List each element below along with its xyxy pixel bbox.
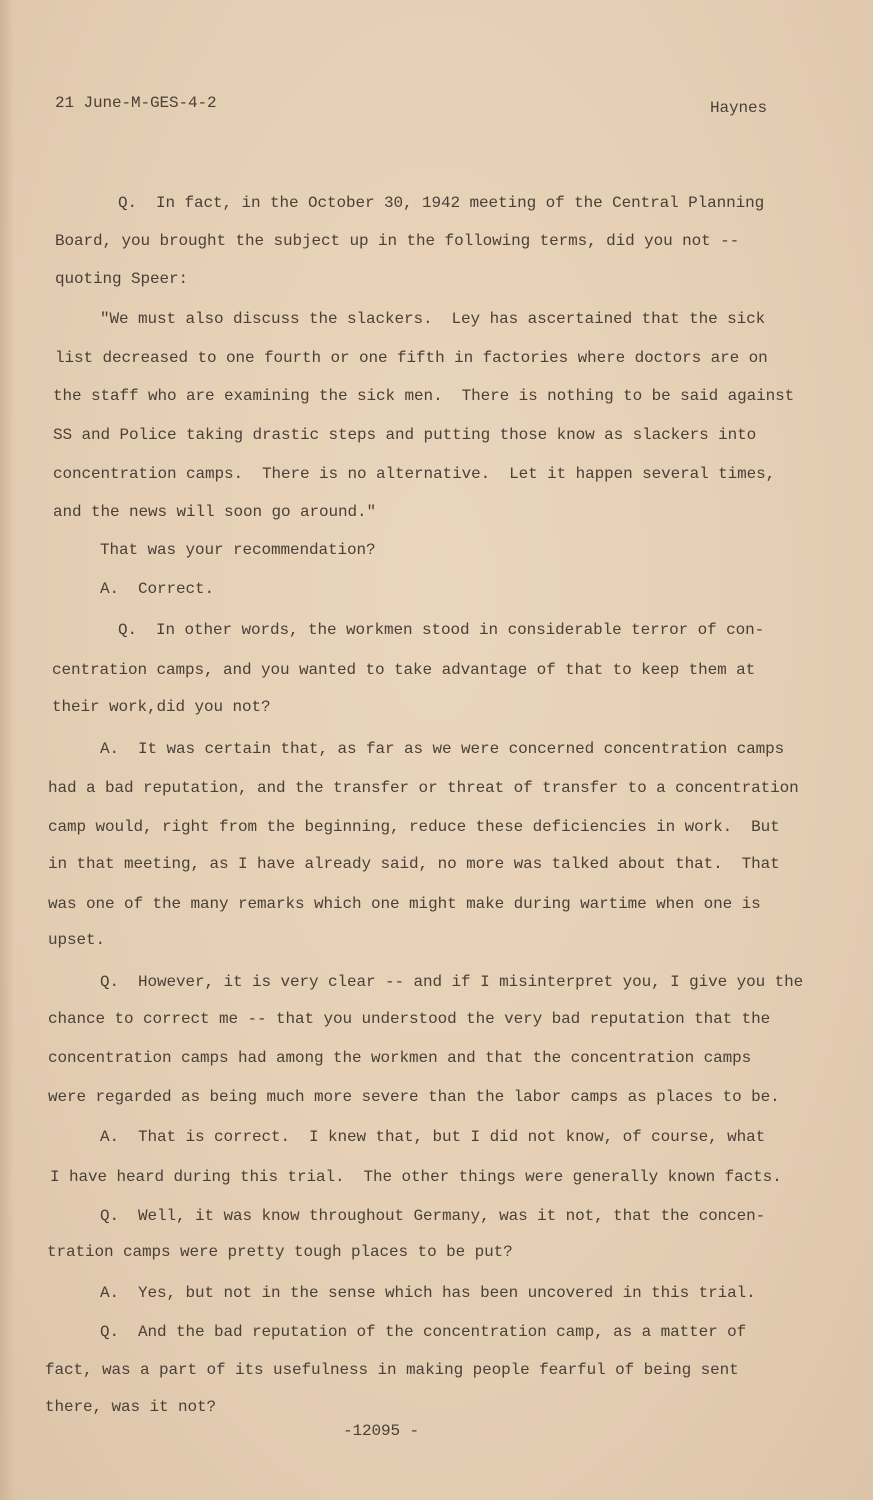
- transcript-line: in that meeting, as I have already said, no more was talked about that. That: [48, 855, 780, 873]
- transcript-line: list decreased to one fourth or one fifth in factories where doctors are on: [55, 349, 768, 367]
- transcript-line: there, was it not?: [45, 1398, 217, 1416]
- transcript-line: I have heard during this trial. The other things were generally known facts.: [50, 1168, 782, 1186]
- document-reference: 21 June-M-GES-4-2: [55, 94, 217, 112]
- transcript-line: Q. And the bad reputation of the concentration camp, as a matter of: [100, 1323, 747, 1341]
- speaker-name: Haynes: [710, 99, 768, 117]
- transcript-line: Q. However, it is very clear -- and if I misinterpret you, I give you the: [100, 973, 804, 991]
- transcript-line: That was your recommendation?: [100, 541, 376, 559]
- transcript-line: were regarded as being much more severe than the labor camps as places to be.: [48, 1088, 780, 1106]
- transcript-line: Q. In fact, in the October 30, 1942 meeting of the Central Planning: [118, 194, 765, 212]
- transcript-line: chance to correct me -- that you understood the very bad reputation that the: [48, 1010, 771, 1028]
- transcript-line: had a bad reputation, and the transfer or threat of transfer to a concentration: [48, 779, 799, 797]
- transcript-line: fact, was a part of its usefulness in making people fearful of being sent: [45, 1361, 739, 1379]
- transcript-line: A. Correct.: [100, 580, 215, 598]
- transcript-line: "We must also discuss the slackers. Ley has ascertained that the sick: [100, 310, 766, 328]
- transcript-line: quoting Speer:: [55, 270, 189, 288]
- transcript-line: Board, you brought the subject up in the following terms, did you not --: [55, 232, 740, 250]
- transcript-line: was one of the many remarks which one might make during wartime when one is: [48, 895, 761, 913]
- paper-edge: [0, 0, 14, 1500]
- transcript-line: A. It was certain that, as far as we were concerned concentration camps: [100, 740, 785, 758]
- transcript-line: tration camps were pretty tough places to be put?: [47, 1243, 513, 1261]
- page-number: -12095 -: [343, 1422, 420, 1440]
- transcript-line: A. Yes, but not in the sense which has been uncovered in this trial.: [100, 1284, 756, 1302]
- transcript-line: concentration camps. There is no alternative. Let it happen several times,: [53, 465, 776, 483]
- transcript-line: upset.: [48, 931, 106, 949]
- transcript-line: and the news will soon go around.": [53, 503, 377, 521]
- transcript-line: Q. In other words, the workmen stood in considerable terror of con-: [118, 621, 765, 639]
- transcript-line: their work,did you not?: [52, 698, 271, 716]
- transcript-line: concentration camps had among the workmen and that the concentration camps: [48, 1049, 752, 1067]
- transcript-line: the staff who are examining the sick men. There is nothing to be said against: [53, 387, 795, 405]
- transcript-line: A. That is correct. I knew that, but I did not know, of course, what: [100, 1128, 766, 1146]
- transcript-line: Q. Well, it was know throughout Germany, was it not, that the concen-: [100, 1207, 766, 1225]
- transcript-line: camp would, right from the beginning, reduce these deficiencies in work. But: [48, 818, 780, 836]
- transcript-line: centration camps, and you wanted to take advantage of that to keep them at: [52, 661, 756, 679]
- transcript-line: SS and Police taking drastic steps and putting those know as slackers into: [53, 426, 757, 444]
